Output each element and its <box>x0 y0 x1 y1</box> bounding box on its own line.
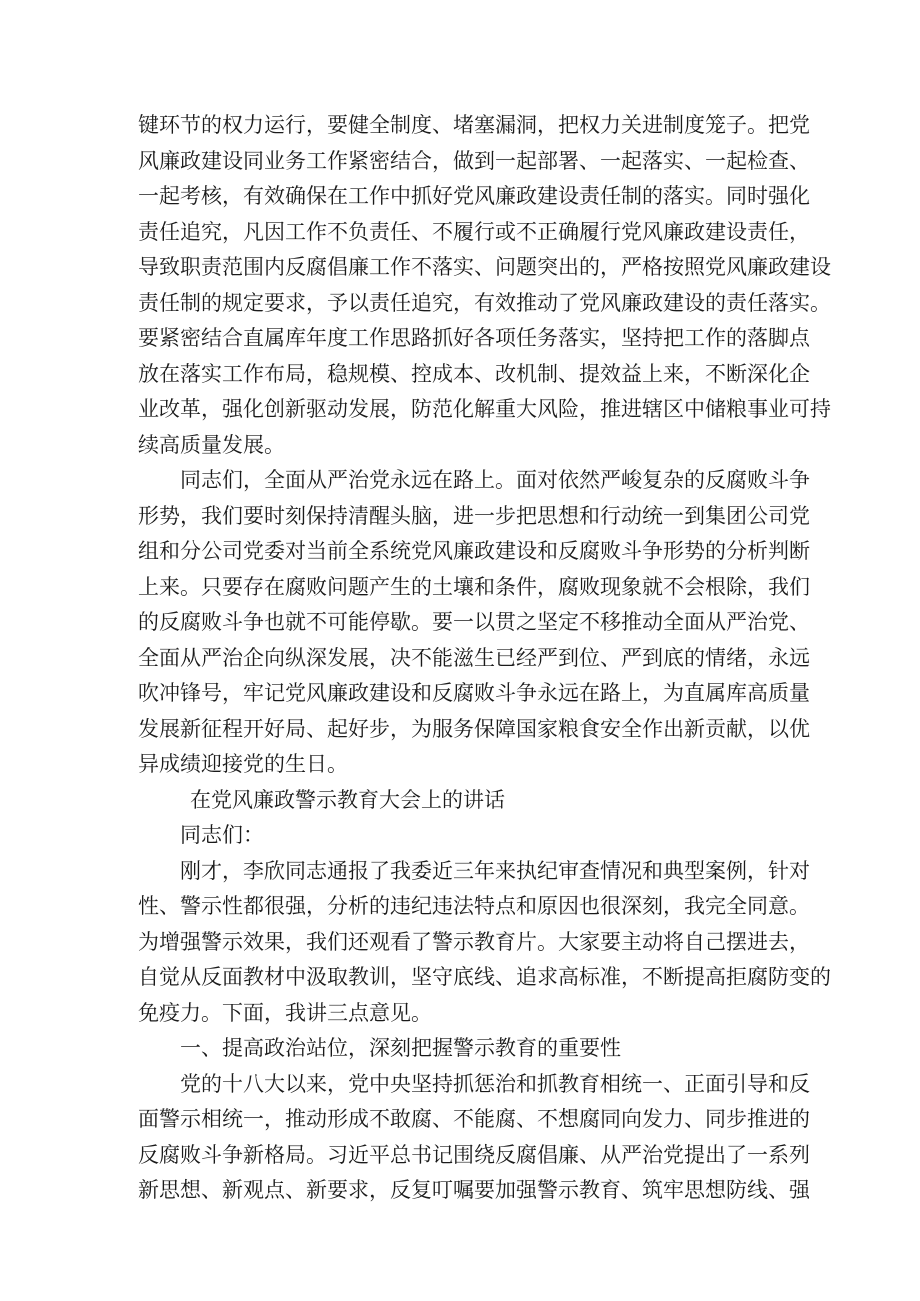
paragraph-1-line: 放在落实工作布局，稳规模、控成本、改机制、提效益上来，不断深化企 <box>138 361 810 386</box>
paragraph-1-line: 责任制的规定要求，予以责任追究，有效推动了党风廉政建设的责任落实。 <box>138 290 831 315</box>
paragraph-1-line: 业改革，强化创新驱动发展，防范化解重大风险，推进辖区中储粮事业可持 <box>138 397 831 421</box>
paragraph-2-line: 异成绩迎接党的生日。 <box>138 752 348 776</box>
paragraph-1-line: 续高质量发展。 <box>138 432 285 457</box>
paragraph-4-line: 反腐败斗争新格局。习近平总书记围绕反腐倡廉、从严治党提出了一系列 <box>138 1142 810 1167</box>
document-body <box>138 108 831 1209</box>
paragraph-4-line: 党的十八大以来，党中央坚持抓惩治和抓教育相统一、正面引导和反 <box>180 1071 810 1096</box>
paragraph-1-line: 导致职责范围内反腐倡廉工作不落实、问题突出的，严格按照党风廉政建设 <box>138 255 831 279</box>
paragraph-4-line: 新思想、新观点、新要求，反复叮嘱要加强警示教育、筑牢思想防线、强 <box>138 1178 810 1202</box>
paragraph-3-line: 刚才，李欣同志通报了我委近三年来执纪审查情况和典型案例，针对 <box>180 858 810 883</box>
paragraph-1-line: 键环节的权力运行，要健全制度、堵塞漏洞，把权力关进制度笼子。把党 <box>138 113 810 137</box>
paragraph-3-line: 性、警示性都很强，分析的违纪违法特点和原因也很深刻，我完全同意。 <box>138 894 810 918</box>
paragraph-3-line: 自觉从反面教材中汲取教训，坚守底线、追求高标准，不断提高拒腐防变的 <box>138 965 831 989</box>
paragraph-1-line: 风廉政建设同业务工作紧密结合，做到一起部署、一起落实、一起检查、 <box>138 148 810 173</box>
paragraph-2-line: 的反腐败斗争也就不可能停歇。要一以贯之坚定不移推动全面从严治党、 <box>138 610 810 634</box>
paragraph-2-line: 同志们，全面从严治党永远在路上。面对依然严峻复杂的反腐败斗争 <box>180 468 810 492</box>
paragraph-2-line: 吹冲锋号，牢记党风廉政建设和反腐败斗争永远在路上，为直属库高质量 <box>138 681 810 705</box>
paragraph-2-line: 形势，我们要时刻保持清醒头脑，进一步把思想和行动统一到集团公司党 <box>138 503 810 528</box>
paragraph-3-line: 免疫力。下面，我讲三点意见。 <box>138 1000 432 1025</box>
paragraph-3-line: 为增强警示效果，我们还观看了警示教育片。大家要主动将自己摆进去， <box>138 929 810 954</box>
paragraph-4-line: 面警示相统一，推动形成不敢腐、不能腐、不想腐同向发力、同步推进的 <box>138 1107 810 1131</box>
paragraph-2-line: 全面从严治企向纵深发展，决不能滋生已经严到位、严到底的情绪，永远 <box>138 645 810 670</box>
paragraph-2-line: 发展新征程开好局、起好步，为服务保障国家粮食安全作出新贡献，以优 <box>138 716 810 741</box>
paragraph-1-line: 要紧密结合直属库年度工作思路抓好各项任务落实，坚持把工作的落脚点 <box>138 326 810 350</box>
section-heading: 一、提高政治站位，深刻把握警示教育的重要性 <box>180 1036 621 1060</box>
paragraph-2-line: 组和分公司党委对当前全系统党风廉政建设和反腐败斗争形势的分析判断 <box>138 539 810 563</box>
salutation: 同志们： <box>180 823 264 847</box>
paragraph-1-line: 一起考核，有效确保在工作中抓好党风廉政建设责任制的落实。同时强化 <box>138 184 810 208</box>
speech-title: 在党风廉政警示教育大会上的讲话 <box>190 787 505 812</box>
paragraph-1-line: 责任追究，凡因工作不负责任、不履行或不正确履行党风廉政建设责任， <box>138 219 810 244</box>
paragraph-2-line: 上来。只要存在腐败问题产生的土壤和条件，腐败现象就不会根除，我们 <box>138 574 810 599</box>
